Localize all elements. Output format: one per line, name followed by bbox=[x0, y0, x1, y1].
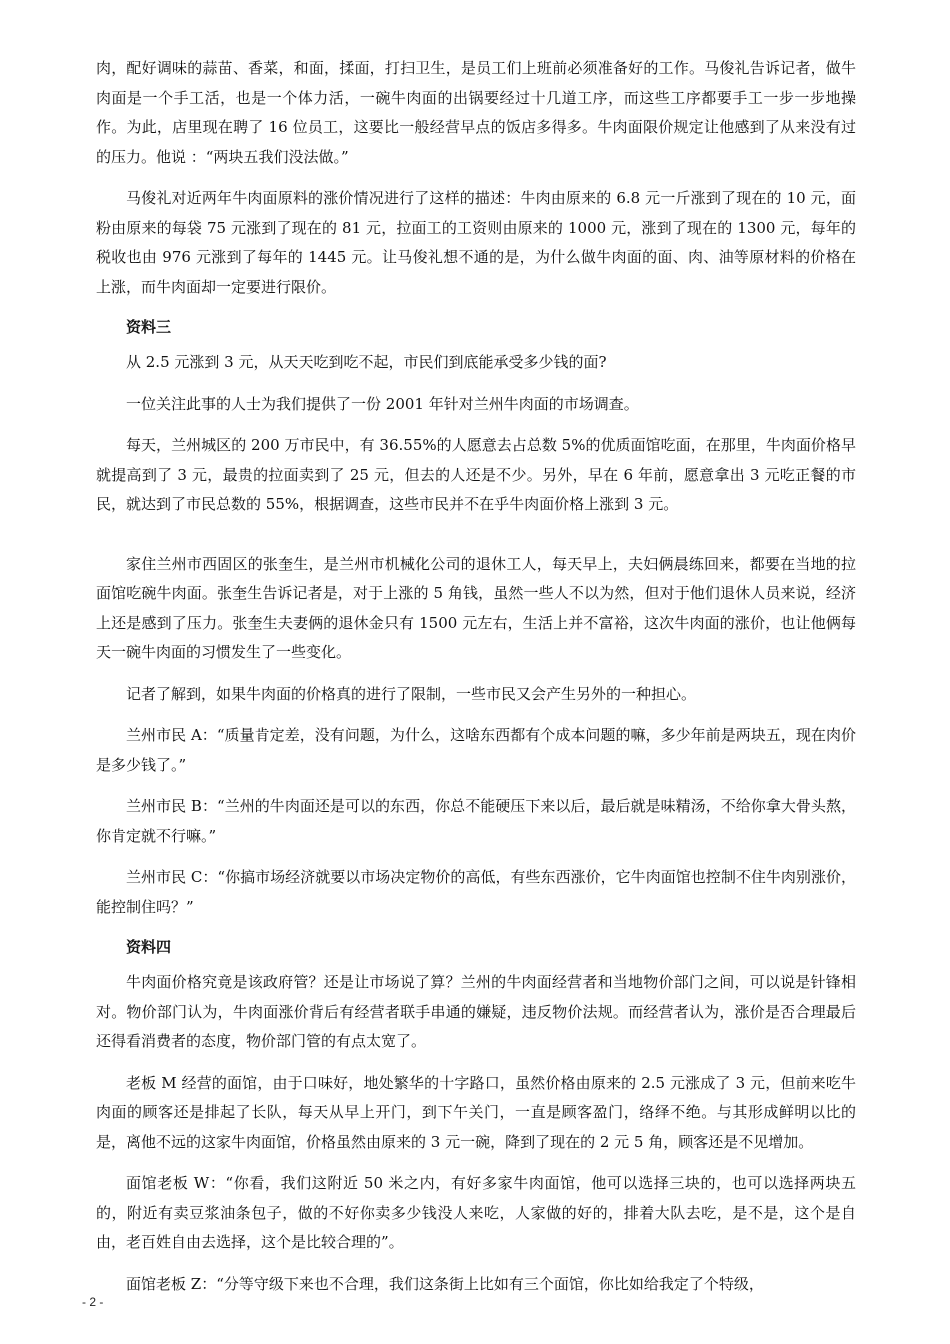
paragraph-survey-results: 每天，兰州城区的 200 万市民中，有 36.55%的人愿意去占总数 5%的优质面馆吃面，在那里，牛肉面价格早就提高到了 3 元，最贵的拉面卖到了 25 元，但去的人还是不少。另外，早在 6 年前，愿意拿出 3 元吃正餐的市民，就达到了市民总数的 55%，根据调查，这些市民并不在乎牛肉面价格上涨到 3 元。 bbox=[96, 436, 856, 513]
paragraph-question-affordability: 从 2.5 元涨到 3 元，从天天吃到吃不起，市民们到底能承受多少钱的面? bbox=[126, 353, 607, 371]
paragraph-citizen-concern: 记者了解到，如果牛肉面的价格真的进行了限制，一些市民又会产生另外的一种担心。 bbox=[126, 684, 697, 703]
paragraph-zhang-kuisheng: 家住兰州市西固区的张奎生，是兰州市机械化公司的退休工人，每天早上，夫妇俩晨练回来，都要在当地的拉面馆吃碗牛肉面。张奎生告诉记者是，对于上涨的 5 角钱，虽然一些人不以为然，但对于他们退休人员来说，经济上还是感到了压力。张奎生夫妻俩的退休金只有 1500 元左右，生活上并不富裕，这次牛肉面的涨价，也让他俩每天一碗牛肉面的习惯发生了一些变化。 bbox=[96, 554, 856, 661]
section-heading-material-3: 资料三 bbox=[126, 318, 172, 336]
paragraph-boss-z-quote: 面馆老板 Z：“分等守级下来也不合理，我们这条街上比如有三个面馆，你比如给我定了个特级， bbox=[126, 1274, 764, 1293]
paragraph-ingredient-prices: 马俊礼对近两年牛肉面原料的涨价情况进行了这样的描述：牛肉由原来的 6.8 元一斤涨到了现在的 10 元，面粉由原来的每袋 75 元涨到了现在的 81 元，拉面工的工资则由原来的 1000 元，涨到了现在的 1300 元，每年的税收也由 976 元涨到了每年的 1445 元。让马俊礼想不通的是，为什么做牛肉面的面、肉、油等原材料的价格在上涨，而牛肉面却一定要进行限价。 bbox=[96, 189, 856, 296]
paragraph-government-vs-market: 牛肉面价格究竟是该政府管？还是让市场说了算？兰州的牛肉面经营者和当地物价部门之间，可以说是针锋相对。物价部门认为，牛肉面涨价背后有经营者联手串通的嫌疑，违反物价法规。而经营者认为，涨价是否合理最后还得看消费者的态度，物价部门管的有点太宽了。 bbox=[96, 973, 856, 1050]
paragraph-boss-w-quote: 面馆老板 W：“你看，我们这附近 50 米之内，有好多家牛肉面馆，他可以选择三块的，也可以选择两块五的，附近有卖豆浆油条包子，做的不好你卖多少钱没人来吃，人家做的好的，排着大队去吃，是不是，这个是自由，老百姓自由去选择，这个是比较合理的”。 bbox=[96, 1174, 856, 1251]
section-heading-material-4: 资料四 bbox=[126, 938, 172, 956]
document-body bbox=[96, 54, 856, 1311]
paragraph-gap bbox=[96, 532, 856, 550]
paragraph-citizen-b: 兰州市民 B：“兰州的牛肉面还是可以的东西，你总不能硬压下来以后，最后就是味精汤，不给你拿大骨头熬，你肯定就不行嘛。” bbox=[96, 797, 856, 845]
paragraph-ma-junli-staff: 肉，配好调味的蒜苗、香菜，和面，揉面，打扫卫生，是员工们上班前必须准备好的工作。马俊礼告诉记者，做牛肉面是一个手工活，也是一个体力活，一碗牛肉面的出锅要经过十几道工序，而这些工序都要手工一步一步地操作。为此，店里现在聘了 16 位员工，这要比一般经营早点的饭店多得多。牛肉面限价规定让他感到了从来没有过的压力。他说 ：“两块五我们没法做。” bbox=[96, 59, 856, 166]
paragraph-citizen-a: 兰州市民 A：“质量肯定差，没有问题，为什么，这啥东西都有个成本问题的嘛，多少年前是两块五，现在肉价是多少钱了。” bbox=[96, 726, 856, 774]
paragraph-market-survey-intro: 一位关注此事的人士为我们提供了一份 2001 年针对兰州牛肉面的市场调查。 bbox=[126, 394, 639, 413]
paragraph-citizen-c: 兰州市民 C：“你搞市场经济就要以市场决定物价的高低，有些东西涨价，它牛肉面馆也控制不住牛肉别涨价，能控制住吗？” bbox=[96, 868, 856, 916]
paragraph-boss-m-shop: 老板 M 经营的面馆，由于口味好，地处繁华的十字路口，虽然价格由原来的 2.5 元涨成了 3 元，但前来吃牛肉面的顾客还是排起了长队，每天从早上开门，到下午关门，一直是顾客盈门，络绎不绝。与其形成鲜明以比的是，离他不远的这家牛肉面馆，价格虽然由原来的 3 元一碗，降到了现在的 2 元 5 角，顾客还是不见增加。 bbox=[96, 1073, 856, 1151]
page-number: - 2 - bbox=[82, 1295, 104, 1309]
